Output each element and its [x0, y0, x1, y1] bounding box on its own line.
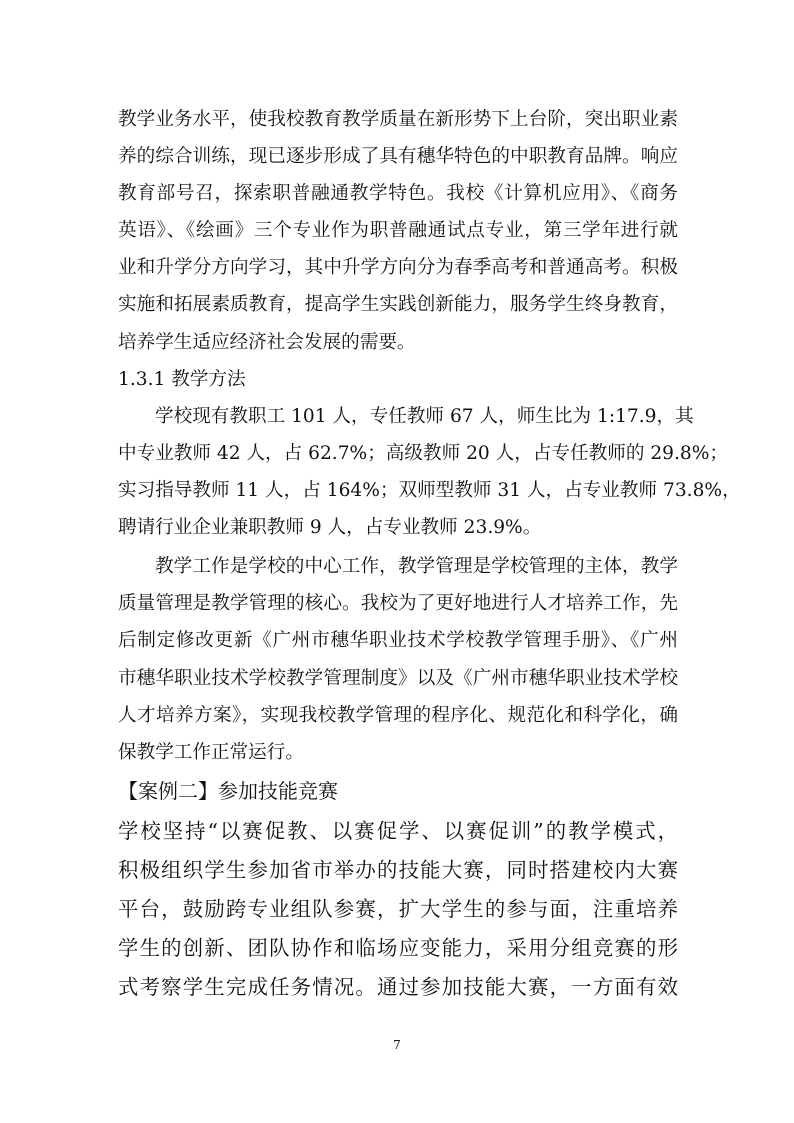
body-text-line: 积极组织学生参加省市举办的技能大赛，同时搭建校内大赛: [118, 858, 678, 882]
body-text-line: 实习指导教师 11 人，占 164%；双师型教师 31 人，占专业教师 73.8%，: [118, 480, 741, 501]
body-text-line: 业和升学分方向学习，其中升学方向分为春季高考和普通高考。积极: [118, 257, 678, 278]
body-text-line: 聘请行业企业兼职教师 9 人，占专业教师 23.9%。: [118, 517, 542, 538]
body-text-line: 中专业教师 42 人，占 62.7%；高级教师 20 人，占专任教师的 29.8%；: [118, 443, 728, 464]
body-text-line: 保教学工作正常运行。: [118, 742, 304, 763]
body-text-line: 后制定修改更新《广州市穗华职业技术学校教学管理手册》、《广州: [118, 630, 678, 651]
body-text-line: 平台，鼓励跨专业组队参赛，扩大学生的参与面，注重培养: [118, 897, 678, 921]
body-text-line: 英语》、《绘画》三个专业作为职普融通试点专业，第三学年进行就: [118, 220, 678, 241]
body-text-line: 实施和拓展素质教育，提高学生实践创新能力，服务学生终身教育，: [118, 294, 678, 315]
case-title: 【案例二】参加技能竞赛: [118, 779, 338, 803]
body-text-line: 学校现有教职工 101 人，专任教师 67 人，师生比为 1:17.9，其: [155, 406, 694, 427]
body-text-line: 式考察学生完成任务情况。通过参加技能大赛，一方面有效: [118, 975, 678, 999]
body-text-line: 教育部号召，探索职普融通教学特色。我校《计算机应用》、《商务: [118, 183, 678, 204]
body-text-line: 教学业务水平，使我校教育教学质量在新形势下上台阶，突出职业素: [118, 109, 678, 130]
body-text-line: 质量管理是教学管理的核心。我校为了更好地进行人才培养工作，先: [118, 593, 678, 614]
body-text-line: 培养学生适应经济社会发展的需要。: [118, 332, 416, 353]
body-text-line: 学生的创新、团队协作和临场应变能力，采用分组竞赛的形: [118, 936, 678, 960]
body-text-line: 养的综合训练，现已逐步形成了具有穗华特色的中职教育品牌。响应: [118, 146, 678, 167]
page-number: 7: [393, 1038, 401, 1052]
body-text-line: 学校坚持“以赛促教、以赛促学、以赛促训”的教学模式，: [118, 819, 678, 843]
body-text-line: 市穗华职业技术学校教学管理制度》以及《广州市穗华职业技术学校: [118, 668, 678, 689]
section-heading: 1.3.1 教学方法: [118, 369, 246, 390]
body-text-line: 人才培养方案》，实现我校教学管理的程序化、规范化和科学化，确: [118, 705, 678, 726]
body-text-line: 教学工作是学校的中心工作，教学管理是学校管理的主体，教学: [155, 556, 678, 577]
